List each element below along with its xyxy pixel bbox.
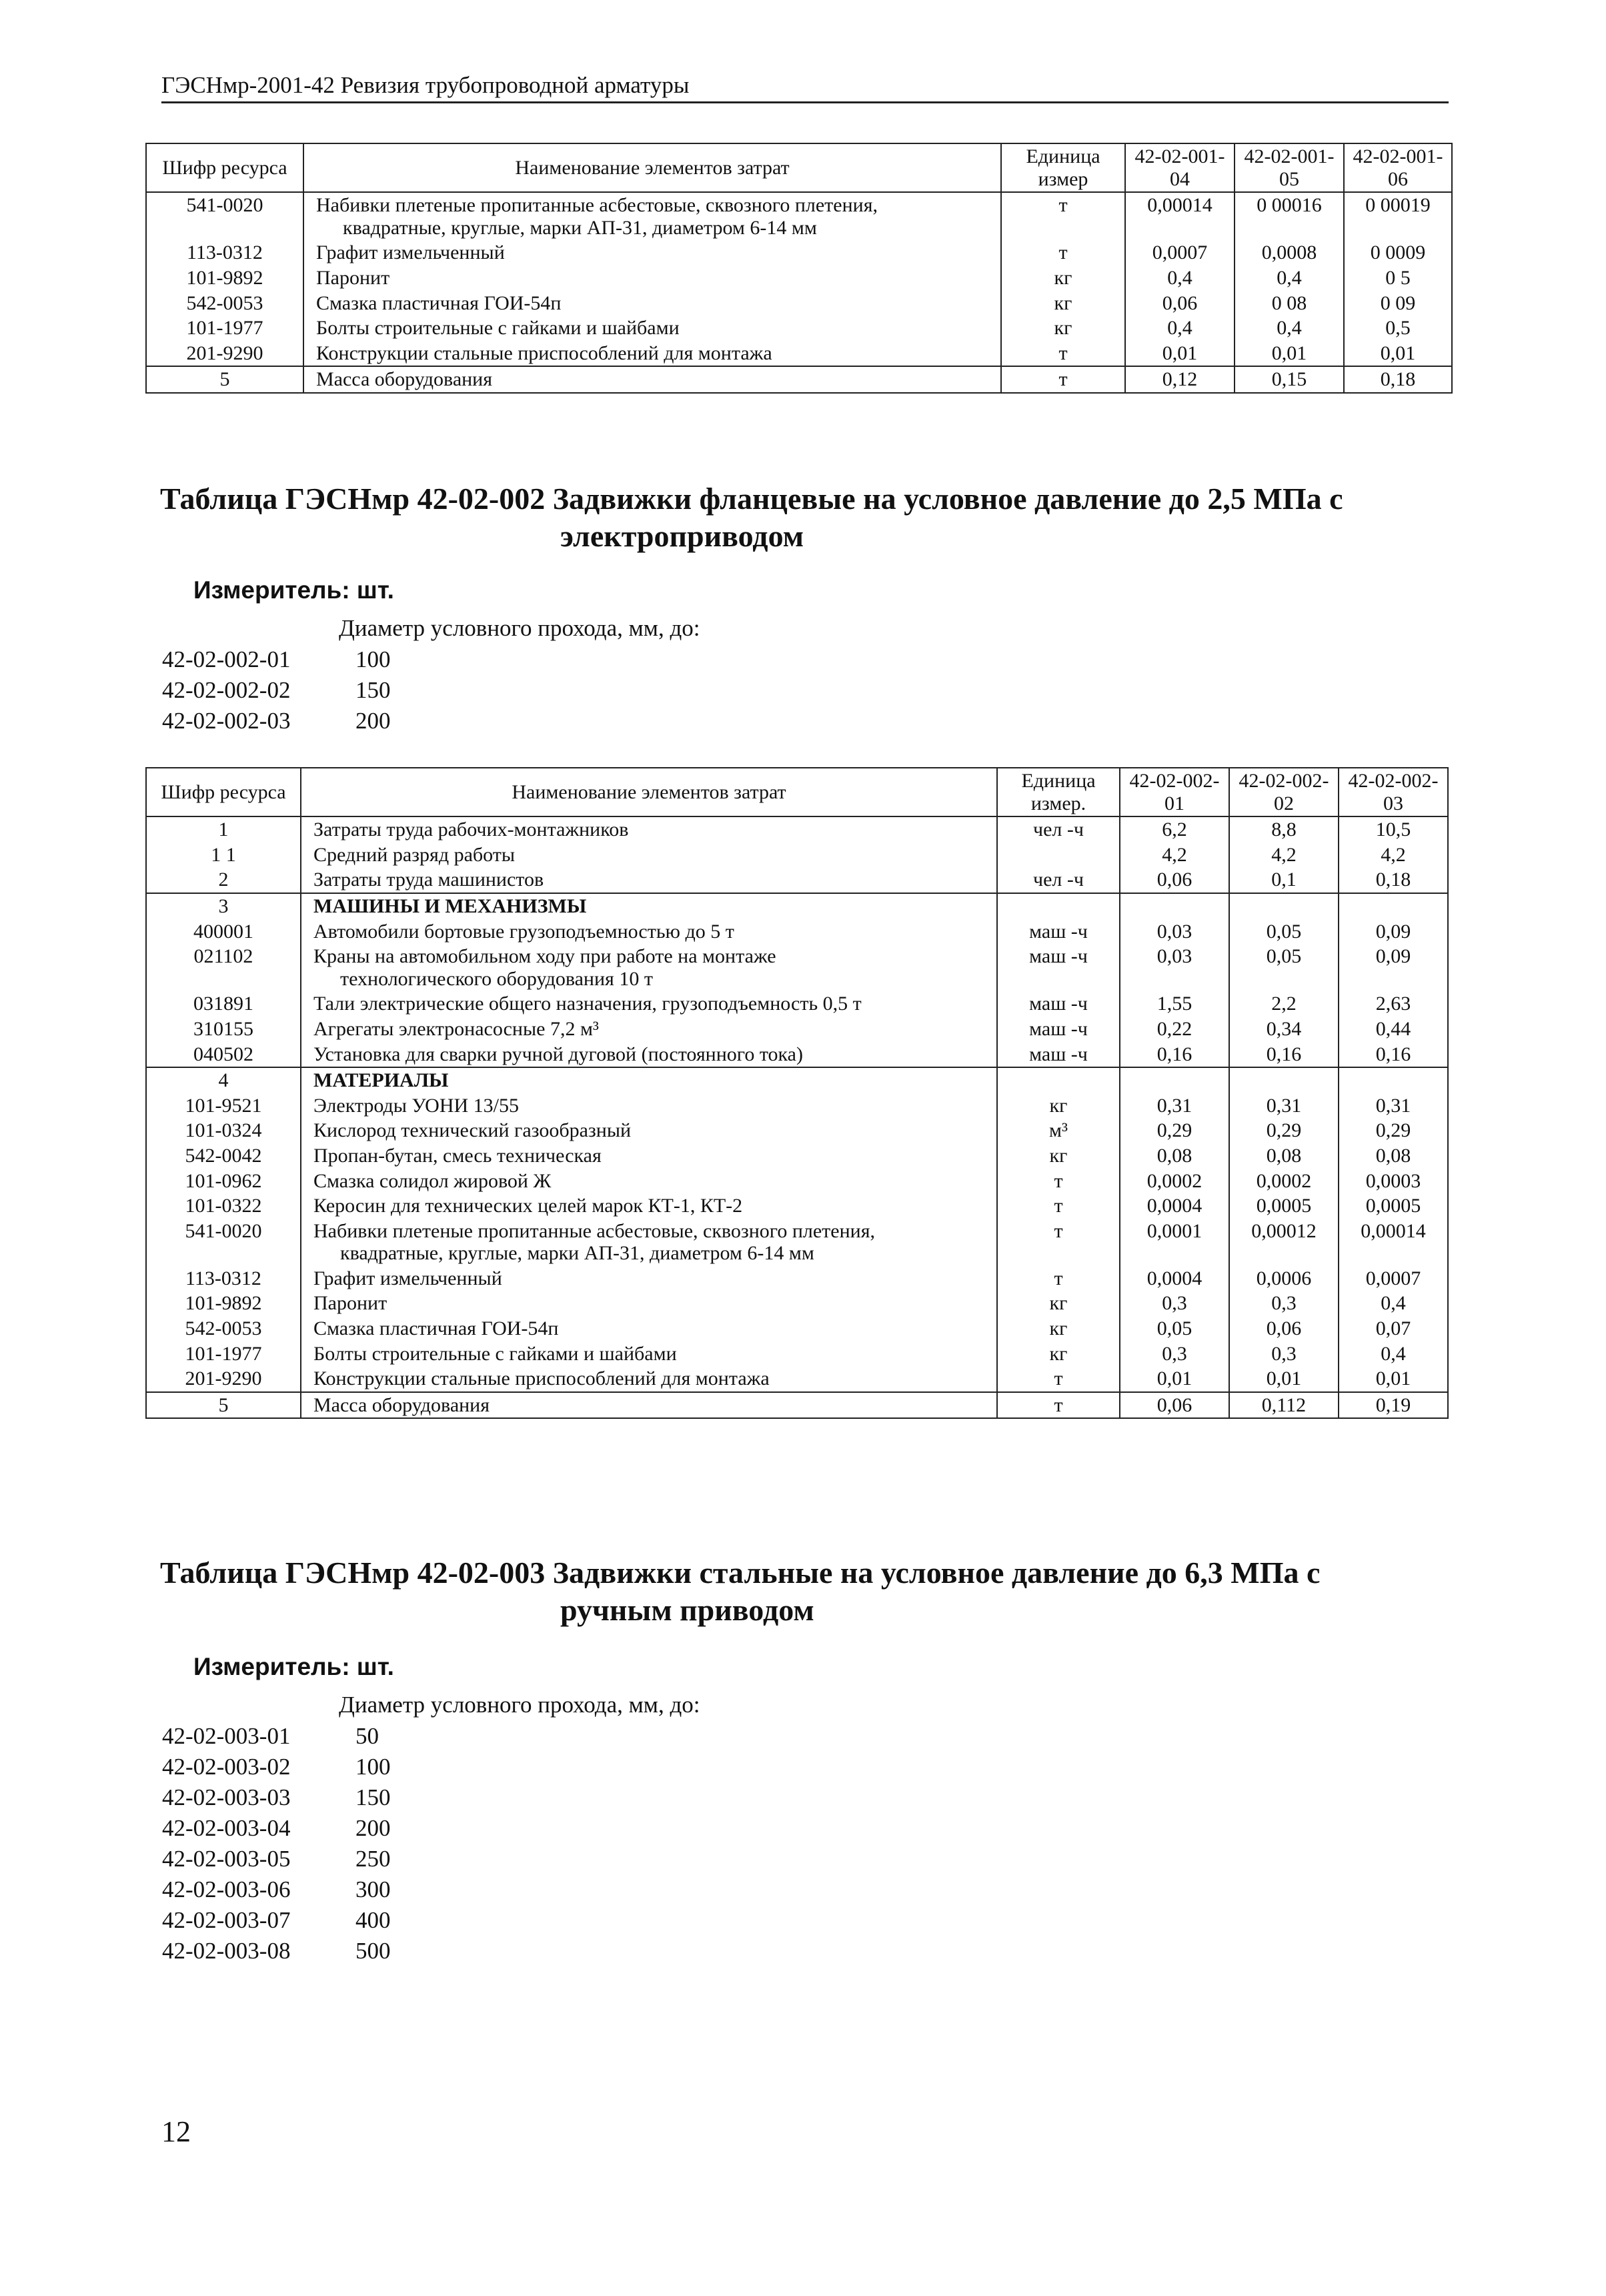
unit-cell: чел -ч [997,867,1120,893]
table-header-row [146,768,1448,816]
cost-element-name: Пропан-бутан, смесь техническая [313,1144,602,1167]
cost-element-name-continued: квадратные, круглые, марки АП-31, диаметром 6-14 мм [340,1242,814,1265]
table-title-42-02-002 [160,480,1447,555]
diameter-value: 200 [355,1815,391,1841]
unit-cell [997,893,1120,919]
cost-element-name: Масса оборудования [313,1393,490,1416]
cost-element-name: Затраты труда рабочих-монтажников [313,818,629,841]
unit-cell: т [997,1266,1120,1291]
norm-value-cell-3: 0,19 [1339,1392,1448,1419]
norm-value-cell-2: 4,2 [1229,842,1339,868]
norm-value-cell-1: 0,06 [1125,291,1235,316]
cost-element-name: Керосин для технических целей марок КТ-1, КТ-2 [313,1195,743,1217]
cost-element-name-cell [301,1341,997,1367]
resource-code-cell: 542-0042 [146,1143,301,1169]
norm-value-cell-1: 0,4 [1125,265,1235,291]
cost-element-name-continued: технологического оборудования 10 т [340,967,653,990]
cost-element-name-cell [301,1316,997,1341]
norm-value-cell-3: 0,01 [1339,1366,1448,1392]
resource-code-cell: 201-9290 [146,341,303,367]
header-norm-1: 42-02-001-04 [1125,143,1235,192]
header-resource-code: Шифр ресурса [146,143,303,192]
table-row [146,1017,1448,1042]
unit-cell: т [997,1366,1120,1392]
resource-code-cell: 400001 [146,919,301,945]
norm-value-cell-1: 0,01 [1120,1366,1229,1392]
norm-value-cell-2: 0,1 [1229,867,1339,893]
cost-element-name-cell [303,291,1001,316]
table-row [146,265,1452,291]
cost-element-name-cell [301,991,997,1017]
diameter-header: Диаметр условного прохода, мм, до: [339,1692,700,1718]
cost-element-name: Смазка пластичная ГОИ-54п [316,292,562,314]
norm-code-row [162,1813,391,1844]
header-norm-2: 42-02-002-02 [1229,768,1339,816]
cost-element-name-cell [303,265,1001,291]
header-unit: Единица измер [1001,143,1125,192]
norm-code-row [162,675,391,706]
norm-value-cell-3: 0,44 [1339,1017,1448,1042]
table-row [146,1093,1448,1119]
cost-element-name-cell [301,893,997,919]
norm-value-cell-3: 0,18 [1344,366,1452,393]
table-row [146,1366,1448,1392]
unit-cell: т [1001,341,1125,367]
measure-unit-label: Измеритель: шт. [193,576,394,604]
norm-code-row [162,1721,391,1752]
cost-element-name: Агрегаты электронасосные 7,2 м³ [313,1017,599,1040]
norm-value-cell-2: 0,3 [1229,1341,1339,1367]
table-row [146,1118,1448,1143]
norm-value-cell-3: 0,4 [1339,1291,1448,1316]
resource-code-cell: 101-9521 [146,1093,301,1119]
diameter-value: 150 [355,677,391,703]
norm-value-cell-2: 0 08 [1235,291,1344,316]
resource-code-cell: 101-9892 [146,265,303,291]
table-header-row [146,143,1452,192]
header-unit: Единица измер. [997,768,1120,816]
norm-code-row [162,706,391,736]
resource-code-cell: 3 [146,893,301,919]
unit-cell: маш -ч [997,991,1120,1017]
table-row [146,341,1452,367]
norm-value-cell-3: 2,63 [1339,991,1448,1017]
resource-code-cell: 113-0312 [146,1266,301,1291]
header-cost-element-name: Наименование элементов затрат [303,143,1001,192]
header-norm-1: 42-02-002-01 [1120,768,1229,816]
cost-element-name-cell [301,1143,997,1169]
norm-code: 42-02-002-01 [162,646,291,672]
unit-cell: кг [997,1316,1120,1341]
cost-element-name: Конструкции стальные приспособлений для монтажа [316,342,772,364]
norm-value-cell-2 [1229,1067,1339,1093]
norm-value-cell-1: 0,12 [1125,366,1235,393]
cost-element-name: Установка для сварки ручной дуговой (постоянного тока) [313,1043,803,1065]
section-row [146,893,1448,919]
norm-value-cell-1: 0,22 [1120,1017,1229,1042]
cost-element-name: Паронит [313,1292,387,1315]
unit-cell: кг [997,1341,1120,1367]
norm-value-cell-2: 0,06 [1229,1316,1339,1341]
norm-value-cell-2: 0,08 [1229,1143,1339,1169]
cost-element-name-cell [301,842,997,868]
title-line-2: электроприводом [560,519,804,554]
unit-cell: т [997,1193,1120,1219]
unit-cell: чел -ч [997,816,1120,842]
resource-code-cell: 113-0312 [146,240,303,265]
resource-code-cell: 310155 [146,1017,301,1042]
norm-value-cell-3: 0,4 [1339,1341,1448,1367]
measure-unit-label: Измеритель: шт. [193,1653,394,1680]
unit-cell: кг [1001,265,1125,291]
norm-value-cell-2: 0,0006 [1229,1266,1339,1291]
diameter-value: 150 [355,1784,391,1810]
unit-cell: кг [997,1143,1120,1169]
norm-code: 42-02-003-02 [162,1754,291,1780]
norm-code: 42-02-002-03 [162,708,291,734]
resource-code-cell: 2 [146,867,301,893]
norm-code: 42-02-003-07 [162,1907,291,1933]
norm-value-cell-2: 0 00016 [1235,192,1344,240]
resource-code-cell: 4 [146,1067,301,1093]
cost-element-name-cell [301,1291,997,1316]
norm-value-cell-1: 6,2 [1120,816,1229,842]
table-row [146,1193,1448,1219]
cost-element-name: Болты строительные с гайками и шайбами [316,317,680,340]
norm-value-cell-2: 0,05 [1229,944,1339,991]
header-norm-3: 42-02-002-03 [1339,768,1448,816]
norm-value-cell-1: 0,03 [1120,919,1229,945]
norm-code-row [162,1752,391,1782]
norm-value-cell-2: 0,31 [1229,1093,1339,1119]
cost-element-name: Графит измельченный [313,1267,502,1289]
resource-code-cell: 542-0053 [146,1316,301,1341]
norm-value-cell-2: 0,05 [1229,919,1339,945]
unit-cell: кг [997,1093,1120,1119]
norm-code-row [162,1844,391,1874]
norm-code: 42-02-003-06 [162,1876,291,1902]
norm-value-cell-3: 0,00014 [1339,1219,1448,1266]
unit-cell: м³ [997,1118,1120,1143]
norm-code: 42-02-002-02 [162,677,291,703]
diameter-value: 300 [355,1876,391,1902]
norm-value-cell-1: 0,06 [1120,1392,1229,1419]
cost-element-name-cell [303,316,1001,341]
section-row [146,1067,1448,1093]
resource-code-cell: 5 [146,366,303,393]
norm-code-row [162,1782,391,1813]
norm-value-cell-2: 0,3 [1229,1291,1339,1316]
norm-value-cell-2: 0,4 [1235,265,1344,291]
norm-value-cell-1: 0,00014 [1125,192,1235,240]
norm-value-cell-2: 0,16 [1229,1042,1339,1068]
resource-code-cell: 1 1 [146,842,301,868]
norm-value-cell-1: 0,3 [1120,1291,1229,1316]
resource-code-cell: 101-0322 [146,1193,301,1219]
norm-value-cell-3: 0,29 [1339,1118,1448,1143]
table-row [146,1266,1448,1291]
norm-value-cell-3: 0,08 [1339,1143,1448,1169]
norm-code: 42-02-003-01 [162,1723,291,1749]
norm-value-cell-3: 4,2 [1339,842,1448,868]
norm-value-cell-1: 0,0001 [1120,1219,1229,1266]
norm-value-cell-3: 0,01 [1344,341,1452,367]
cost-element-name: Смазка солидол жировой Ж [313,1169,552,1192]
table-row [146,1316,1448,1341]
table-row [146,944,1448,991]
norm-value-cell-1 [1120,893,1229,919]
norm-value-cell-3: 0,09 [1339,919,1448,945]
page-number: 12 [161,2115,191,2148]
cost-element-name: Тали электрические общего назначения, грузоподъемность 0,5 т [313,993,862,1015]
norm-code-list [162,1721,391,1966]
table-title-42-02-003 [160,1554,1447,1629]
cost-element-name-cell [301,1093,997,1119]
cost-element-name: Графит измельченный [316,241,505,264]
norm-code-row [162,644,391,675]
diameter-value: 400 [355,1907,391,1933]
norm-value-cell-1: 0,05 [1120,1316,1229,1341]
resource-code-cell: 541-0020 [146,192,303,240]
cost-element-name-cell [301,1067,997,1093]
norm-value-cell-3: 0 5 [1344,265,1452,291]
table-row [146,842,1448,868]
table-row [146,1341,1448,1367]
norm-value-cell-2: 0,00012 [1229,1219,1339,1266]
norm-value-cell-2: 0,01 [1235,341,1344,367]
cost-element-name: Краны на автомобильном ходу при работе на монтаже [313,945,776,968]
resource-code-cell: 101-0324 [146,1118,301,1143]
norm-value-cell-1: 0,4 [1125,316,1235,341]
resource-code-cell: 101-1977 [146,1341,301,1367]
norm-value-cell-3: 0 00019 [1344,192,1452,240]
norm-value-cell-3: 0 0009 [1344,240,1452,265]
cost-element-name-cell [301,867,997,893]
cost-element-name-cell [303,240,1001,265]
norm-value-cell-2: 0,4 [1235,316,1344,341]
cost-element-name-cell [301,1219,997,1266]
norm-value-cell-3: 0,07 [1339,1316,1448,1341]
header-cost-element-name: Наименование элементов затрат [301,768,997,816]
norm-value-cell-2: 0,34 [1229,1017,1339,1042]
norm-value-cell-3: 0,0007 [1339,1266,1448,1291]
cost-element-name: Болты строительные с гайками и шайбами [313,1342,677,1365]
cost-element-name-cell [301,1366,997,1392]
cost-element-name-cell [301,1169,997,1194]
table-row [146,867,1448,893]
cost-element-name-cell [301,1042,997,1068]
cost-element-name: МАШИНЫ И МЕХАНИЗМЫ [313,895,587,917]
unit-cell: маш -ч [997,1017,1120,1042]
norm-code: 42-02-003-04 [162,1815,291,1841]
cost-element-name-cell [301,1017,997,1042]
diameter-value: 100 [355,1754,391,1780]
norm-value-cell-1: 0,06 [1120,867,1229,893]
table-row [146,816,1448,842]
norm-value-cell-3 [1339,1067,1448,1093]
norm-value-cell-3: 0,0005 [1339,1193,1448,1219]
cost-element-name-cell [303,341,1001,367]
cost-element-name: Затраты труда машинистов [313,869,544,891]
norm-value-cell-3: 10,5 [1339,816,1448,842]
norm-code: 42-02-003-05 [162,1846,291,1872]
diameter-value: 500 [355,1938,391,1964]
resource-code-cell: 101-9892 [146,1291,301,1316]
norm-value-cell-1: 1,55 [1120,991,1229,1017]
norm-value-cell-3: 0,18 [1339,867,1448,893]
title-line-1: Таблица ГЭСНмр 42-02-002 Задвижки фланцевые на условное давление до 2,5 МПа с [160,482,1343,516]
norm-code-row [162,1874,391,1905]
resource-table-42-02-002 [145,767,1449,1419]
cost-element-name-cell [303,366,1001,393]
diameter-value: 50 [355,1723,379,1749]
cost-element-name: Масса оборудования [316,368,493,391]
cost-element-name-cell [301,1266,997,1291]
unit-cell: кг [997,1291,1120,1316]
norm-value-cell-1 [1120,1067,1229,1093]
unit-cell: т [997,1219,1120,1266]
norm-value-cell-1: 0,01 [1125,341,1235,367]
resource-code-cell: 031891 [146,991,301,1017]
norm-value-cell-1: 0,08 [1120,1143,1229,1169]
norm-value-cell-1: 0,3 [1120,1341,1229,1367]
norm-value-cell-1: 0,0004 [1120,1266,1229,1291]
cost-element-name: Смазка пластичная ГОИ-54п [313,1317,559,1340]
norm-code-list [162,644,391,736]
resource-code-cell: 1 [146,816,301,842]
cost-element-name-cell [301,1193,997,1219]
norm-value-cell-1: 0,0002 [1120,1169,1229,1194]
table-row [146,1169,1448,1194]
unit-cell: т [1001,366,1125,393]
norm-value-cell-2: 2,2 [1229,991,1339,1017]
unit-cell: маш -ч [997,1042,1120,1068]
cost-element-name: Автомобили бортовые грузоподъемностью до 5 т [313,920,734,943]
header-norm-2: 42-02-001-05 [1235,143,1344,192]
cost-element-name: Конструкции стальные приспособлений для монтажа [313,1367,770,1390]
resource-code-cell: 5 [146,1392,301,1419]
resource-code-cell: 040502 [146,1042,301,1068]
unit-cell [997,1067,1120,1093]
cost-element-name-cell [301,1392,997,1419]
cost-element-name: Кислород технический газообразный [313,1119,632,1142]
norm-value-cell-2: 0,0002 [1229,1169,1339,1194]
norm-value-cell-1: 0,0007 [1125,240,1235,265]
norm-code: 42-02-003-03 [162,1784,291,1810]
cost-element-name: Электроды УОНИ 13/55 [313,1094,519,1117]
norm-value-cell-3: 0 09 [1344,291,1452,316]
diameter-value: 100 [355,646,391,672]
title-line-1: Таблица ГЭСНмр 42-02-003 Задвижки стальные на условное давление до 6,3 МПа с [160,1556,1321,1590]
cost-element-name-cell [301,919,997,945]
cost-element-name-cell [301,944,997,991]
norm-value-cell-3: 0,5 [1344,316,1452,341]
resource-code-cell: 021102 [146,944,301,991]
norm-value-cell-3: 0,09 [1339,944,1448,991]
diameter-value: 250 [355,1846,391,1872]
table-row [146,240,1452,265]
unit-cell [997,842,1120,868]
cost-element-name: Набивки плетеные пропитанные асбестовые, сквозного плетения, [313,1219,876,1242]
norm-value-cell-2: 0,01 [1229,1366,1339,1392]
norm-value-cell-1: 0,03 [1120,944,1229,991]
norm-value-cell-2: 0,112 [1229,1392,1339,1419]
cost-element-name: Паронит [316,266,390,289]
unit-cell: т [997,1392,1120,1419]
norm-value-cell-2: 0,0005 [1229,1193,1339,1219]
norm-value-cell-2 [1229,893,1339,919]
cost-element-name: Средний разряд работы [313,843,516,866]
norm-value-cell-3 [1339,893,1448,919]
norm-code-row [162,1936,391,1966]
cost-element-name-continued: квадратные, круглые, марки АП-31, диаметром 6-14 мм [343,216,817,239]
norm-value-cell-3: 0,31 [1339,1093,1448,1119]
running-header: ГЭСНмр-2001-42 Ревизия трубопроводной арматуры [161,72,1449,103]
norm-value-cell-2: 8,8 [1229,816,1339,842]
header-resource-code: Шифр ресурса [146,768,301,816]
resource-code-cell: 101-0962 [146,1169,301,1194]
norm-value-cell-2: 0,29 [1229,1118,1339,1143]
resource-code-cell: 542-0053 [146,291,303,316]
unit-cell: т [1001,192,1125,240]
unit-cell: кг [1001,291,1125,316]
resource-code-cell: 101-1977 [146,316,303,341]
norm-value-cell-2: 0,0008 [1235,240,1344,265]
unit-cell: т [997,1169,1120,1194]
table-row [146,192,1452,240]
table-row [146,1219,1448,1266]
table-row [146,1143,1448,1169]
header-norm-3: 42-02-001-06 [1344,143,1452,192]
resource-code-cell: 201-9290 [146,1366,301,1392]
unit-cell: маш -ч [997,919,1120,945]
norm-value-cell-1: 0,0004 [1120,1193,1229,1219]
norm-value-cell-1: 0,16 [1120,1042,1229,1068]
diameter-value: 200 [355,708,391,734]
table-row [146,316,1452,341]
table-row [146,991,1448,1017]
cost-element-name: Набивки плетеные пропитанные асбестовые, сквозного плетения, [316,194,878,217]
norm-value-cell-1: 0,29 [1120,1118,1229,1143]
resource-table-42-02-001 [145,143,1453,394]
diameter-header: Диаметр условного прохода, мм, до: [339,615,700,641]
unit-cell: т [1001,240,1125,265]
resource-code-cell: 541-0020 [146,1219,301,1266]
table-row [146,1291,1448,1316]
cost-element-name: МАТЕРИАЛЫ [313,1069,449,1092]
table-footer-row [146,1392,1448,1419]
norm-value-cell-2: 0,15 [1235,366,1344,393]
norm-code: 42-02-003-08 [162,1938,291,1964]
cost-element-name-cell [301,1118,997,1143]
cost-element-name-cell [301,816,997,842]
cost-element-name-cell [303,192,1001,240]
unit-cell: маш -ч [997,944,1120,991]
title-line-2: ручным приводом [560,1593,814,1628]
norm-value-cell-1: 4,2 [1120,842,1229,868]
norm-code-row [162,1905,391,1936]
unit-cell: кг [1001,316,1125,341]
table-row [146,919,1448,945]
norm-value-cell-1: 0,31 [1120,1093,1229,1119]
table-row [146,291,1452,316]
norm-value-cell-3: 0,0003 [1339,1169,1448,1194]
table-row [146,1042,1448,1068]
norm-value-cell-3: 0,16 [1339,1042,1448,1068]
table-footer-row [146,366,1452,393]
